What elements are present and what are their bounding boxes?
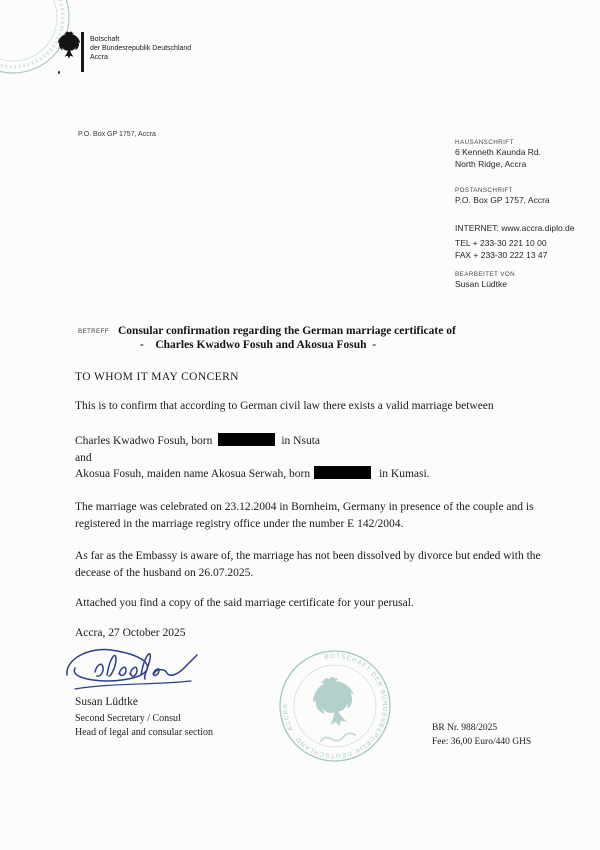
subject-block bbox=[78, 324, 550, 352]
stamp-eagle-icon bbox=[309, 673, 360, 730]
contact-info-column bbox=[455, 138, 600, 291]
embassy-name-line2: der Bundesrepublik Deutschland bbox=[90, 45, 192, 52]
status-paragraph: As far as the Embassy is aware of, the marriage has not been dissolved by divorce but ended with the decease of the husband on 26.07.2025. bbox=[75, 550, 541, 579]
subject-line2: - Charles Kwadwo Fosuh and Akosua Fosuh - bbox=[140, 339, 377, 351]
postal-address-value: P.O. Box GP 1757, Accra bbox=[455, 195, 550, 205]
clerk-name: Susan Lüdtke bbox=[455, 279, 507, 289]
fee-line: Fee: 36,00 Euro/440 GHS bbox=[432, 737, 532, 747]
wife-text-pre: Akosua Fosuh, maiden name Akosua Serwah, born bbox=[75, 468, 311, 480]
place-date-line: Accra, 27 October 2025 bbox=[75, 627, 186, 639]
visiting-address-label: HAUSANSCHRIFT bbox=[455, 139, 514, 146]
postal-address-label: POSTANSCHRIFT bbox=[455, 187, 513, 194]
conjunction-line: and bbox=[75, 451, 92, 464]
reference-block bbox=[432, 721, 531, 749]
salutation: TO WHOM IT MAY CONCERN bbox=[75, 371, 239, 383]
stamp-ring-text: BOTSCHAFT DER BUNDESREPUBLIK DEUTSCHLAND · ACCRA · bbox=[281, 652, 389, 760]
embassy-name-block bbox=[90, 35, 191, 62]
internet-line: INTERNET: www.accra.diplo.de bbox=[455, 222, 575, 233]
telephone-line: TEL + 233-30 221 10 00 bbox=[455, 238, 547, 248]
subject-line1: Consular confirmation regarding the German marriage certificate of bbox=[118, 325, 456, 337]
husband-text-pre: Charles Kwadwo Fosuh, born bbox=[75, 435, 213, 447]
signer-title2: Head of legal and consular section bbox=[75, 727, 214, 738]
intro-paragraph: This is to confirm that according to German civil law there exists a valid marriage between bbox=[75, 400, 494, 412]
embassy-name-line1: Botschaft bbox=[90, 36, 120, 43]
clerk-label: BEARBEITET VON bbox=[455, 271, 516, 278]
scan-speck bbox=[58, 71, 60, 74]
spouses-block bbox=[75, 433, 565, 483]
embassy-name-line3: Accra bbox=[90, 54, 108, 61]
visiting-address-line2: North Ridge, Accra bbox=[455, 158, 527, 169]
subject-label: BETREFF bbox=[78, 328, 109, 335]
register-number: BR Nr. 988/2025 bbox=[432, 723, 498, 733]
marriage-paragraph: The marriage was celebrated on 23.12.2004 in Bornheim, Germany in presence of the couple and is registered in the marriage registry office under the number E 142/2004. bbox=[75, 501, 534, 530]
redaction-box-wife-birthdate bbox=[314, 466, 371, 479]
husband-text-post: in Nsuta bbox=[281, 435, 321, 447]
redaction-box-husband-birthdate bbox=[218, 433, 275, 446]
attachment-paragraph: Attached you find a copy of the said marriage certificate for your perusal. bbox=[75, 597, 414, 609]
signer-title1: Second Secretary / Consul bbox=[75, 713, 181, 724]
signer-titles bbox=[75, 712, 213, 740]
embassy-seal-stamp bbox=[264, 635, 406, 777]
handwritten-signature bbox=[55, 641, 210, 701]
sender-return-address: P.O. Box GP 1757, Accra bbox=[78, 131, 156, 138]
wife-line bbox=[75, 466, 565, 483]
logo-divider-bar bbox=[81, 32, 84, 72]
signer-name: Susan Lüdtke bbox=[75, 696, 138, 708]
fax-line: FAX + 233-30 222 13 47 bbox=[455, 249, 548, 260]
visiting-address-line1: 6 Kenneth Kaunda Rd. bbox=[455, 147, 542, 157]
stamp-ink-smudge bbox=[320, 731, 356, 744]
husband-line bbox=[75, 433, 565, 450]
wife-text-post: in Kumasi. bbox=[379, 468, 430, 480]
federal-eagle-logo-icon bbox=[56, 31, 82, 61]
